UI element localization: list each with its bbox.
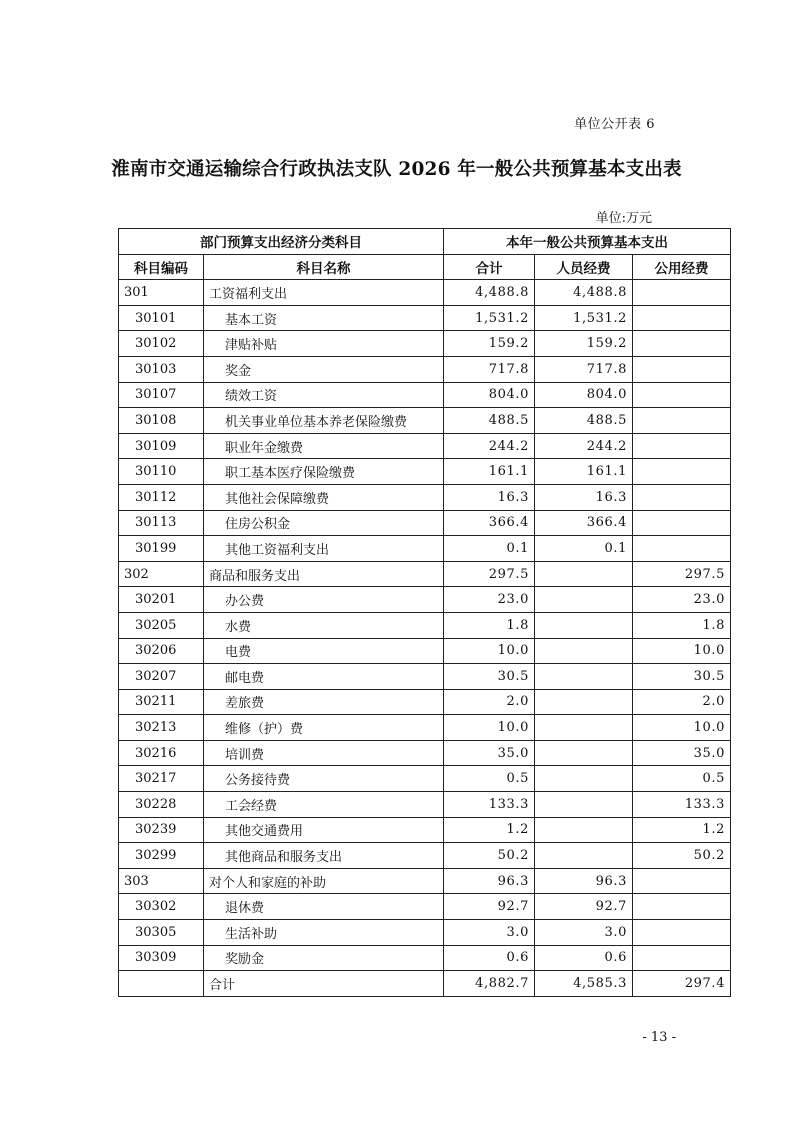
row-public bbox=[633, 382, 731, 408]
row-name: 津贴补贴 bbox=[204, 331, 444, 357]
row-public: 0.5 bbox=[633, 766, 731, 792]
total-label: 合计 bbox=[204, 971, 444, 997]
row-name: 机关事业单位基本养老保险缴费 bbox=[204, 408, 444, 434]
row-public: 1.2 bbox=[633, 817, 731, 843]
header-personnel: 人员经费 bbox=[535, 254, 633, 280]
total-total: 4,882.7 bbox=[444, 971, 535, 997]
row-code: 30112 bbox=[119, 484, 204, 510]
row-total: 1.8 bbox=[444, 612, 535, 638]
row-code: 30206 bbox=[119, 638, 204, 664]
table-row bbox=[119, 510, 731, 536]
row-public: 2.0 bbox=[633, 689, 731, 715]
row-total: 4,488.8 bbox=[444, 280, 535, 306]
row-total: 244.2 bbox=[444, 433, 535, 459]
row-code: 30216 bbox=[119, 740, 204, 766]
row-code: 30101 bbox=[119, 305, 204, 331]
page-number: - 13 - bbox=[642, 1030, 676, 1045]
row-name: 工资福利支出 bbox=[204, 280, 444, 306]
row-code: 30217 bbox=[119, 766, 204, 792]
row-name: 住房公积金 bbox=[204, 510, 444, 536]
row-personnel: 804.0 bbox=[535, 382, 633, 408]
row-total: 16.3 bbox=[444, 484, 535, 510]
row-name: 水费 bbox=[204, 612, 444, 638]
row-total: 366.4 bbox=[444, 510, 535, 536]
row-public bbox=[633, 484, 731, 510]
row-name: 其他工资福利支出 bbox=[204, 536, 444, 562]
row-code: 303 bbox=[119, 868, 204, 894]
row-personnel: 92.7 bbox=[535, 894, 633, 920]
row-public bbox=[633, 280, 731, 306]
row-public bbox=[633, 356, 731, 382]
row-total: 23.0 bbox=[444, 587, 535, 613]
table-row bbox=[119, 715, 731, 741]
row-code: 30207 bbox=[119, 664, 204, 690]
table-row bbox=[119, 612, 731, 638]
row-total: 92.7 bbox=[444, 894, 535, 920]
header-public: 公用经费 bbox=[633, 254, 731, 280]
row-name: 生活补助 bbox=[204, 920, 444, 946]
row-personnel bbox=[535, 664, 633, 690]
header-group-right: 本年一般公共预算基本支出 bbox=[444, 229, 731, 255]
row-public: 297.5 bbox=[633, 561, 731, 587]
total-personnel: 4,585.3 bbox=[535, 971, 633, 997]
row-total: 488.5 bbox=[444, 408, 535, 434]
row-personnel: 3.0 bbox=[535, 920, 633, 946]
row-public: 23.0 bbox=[633, 587, 731, 613]
row-public bbox=[633, 945, 731, 971]
row-public: 30.5 bbox=[633, 664, 731, 690]
row-total: 0.6 bbox=[444, 945, 535, 971]
table-row bbox=[119, 536, 731, 562]
row-name: 退休费 bbox=[204, 894, 444, 920]
row-total: 3.0 bbox=[444, 920, 535, 946]
row-name: 奖励金 bbox=[204, 945, 444, 971]
row-name: 公务接待费 bbox=[204, 766, 444, 792]
header-code: 科目编码 bbox=[119, 254, 204, 280]
row-name: 其他社会保障缴费 bbox=[204, 484, 444, 510]
row-personnel bbox=[535, 766, 633, 792]
row-personnel: 96.3 bbox=[535, 868, 633, 894]
row-code: 30108 bbox=[119, 408, 204, 434]
row-public bbox=[633, 536, 731, 562]
row-code: 30302 bbox=[119, 894, 204, 920]
table-row bbox=[119, 766, 731, 792]
table-row bbox=[119, 740, 731, 766]
header-group-left: 部门预算支出经济分类科目 bbox=[119, 229, 444, 255]
table-row bbox=[119, 920, 731, 946]
table-row bbox=[119, 408, 731, 434]
row-code: 301 bbox=[119, 280, 204, 306]
row-public: 35.0 bbox=[633, 740, 731, 766]
row-code: 30201 bbox=[119, 587, 204, 613]
row-total: 50.2 bbox=[444, 843, 535, 869]
row-name: 电费 bbox=[204, 638, 444, 664]
budget-table bbox=[118, 228, 731, 997]
table-row bbox=[119, 945, 731, 971]
row-code: 30103 bbox=[119, 356, 204, 382]
row-personnel: 159.2 bbox=[535, 331, 633, 357]
row-public bbox=[633, 305, 731, 331]
unit-label: 单位:万元 bbox=[595, 211, 652, 226]
row-code: 30239 bbox=[119, 817, 204, 843]
row-total: 0.1 bbox=[444, 536, 535, 562]
table-row bbox=[119, 433, 731, 459]
row-personnel: 244.2 bbox=[535, 433, 633, 459]
row-code: 30309 bbox=[119, 945, 204, 971]
row-personnel: 1,531.2 bbox=[535, 305, 633, 331]
total-row bbox=[119, 971, 731, 997]
row-name: 差旅费 bbox=[204, 689, 444, 715]
table-row bbox=[119, 817, 731, 843]
table-row bbox=[119, 459, 731, 485]
row-name: 工会经费 bbox=[204, 792, 444, 818]
row-code: 30299 bbox=[119, 843, 204, 869]
row-total: 133.3 bbox=[444, 792, 535, 818]
row-code: 30109 bbox=[119, 433, 204, 459]
row-total: 0.5 bbox=[444, 766, 535, 792]
row-public: 1.8 bbox=[633, 612, 731, 638]
row-name: 绩效工资 bbox=[204, 382, 444, 408]
row-total: 1,531.2 bbox=[444, 305, 535, 331]
row-public bbox=[633, 510, 731, 536]
row-code: 30110 bbox=[119, 459, 204, 485]
row-total: 10.0 bbox=[444, 638, 535, 664]
row-name: 商品和服务支出 bbox=[204, 561, 444, 587]
table-row bbox=[119, 356, 731, 382]
table-row bbox=[119, 843, 731, 869]
row-name: 培训费 bbox=[204, 740, 444, 766]
row-personnel bbox=[535, 612, 633, 638]
row-personnel bbox=[535, 817, 633, 843]
table-row bbox=[119, 868, 731, 894]
row-code: 30213 bbox=[119, 715, 204, 741]
row-name: 职业年金缴费 bbox=[204, 433, 444, 459]
row-personnel bbox=[535, 561, 633, 587]
row-public: 10.0 bbox=[633, 715, 731, 741]
document-reference: 单位公开表 6 bbox=[574, 117, 655, 132]
row-personnel: 4,488.8 bbox=[535, 280, 633, 306]
row-name: 办公费 bbox=[204, 587, 444, 613]
table-row bbox=[119, 638, 731, 664]
row-personnel bbox=[535, 689, 633, 715]
table-row bbox=[119, 305, 731, 331]
row-total: 35.0 bbox=[444, 740, 535, 766]
header-group-row bbox=[119, 229, 731, 255]
page-title: 淮南市交通运输综合行政执法支队 2026 年一般公共预算基本支出表 bbox=[111, 159, 682, 180]
row-code: 302 bbox=[119, 561, 204, 587]
table-row bbox=[119, 382, 731, 408]
header-total: 合计 bbox=[444, 254, 535, 280]
table-row bbox=[119, 792, 731, 818]
row-total: 717.8 bbox=[444, 356, 535, 382]
row-code: 30205 bbox=[119, 612, 204, 638]
row-code: 30107 bbox=[119, 382, 204, 408]
table-row bbox=[119, 561, 731, 587]
row-name: 其他商品和服务支出 bbox=[204, 843, 444, 869]
table-row bbox=[119, 689, 731, 715]
row-public: 10.0 bbox=[633, 638, 731, 664]
table-body bbox=[119, 280, 731, 971]
row-total: 10.0 bbox=[444, 715, 535, 741]
row-public bbox=[633, 433, 731, 459]
row-name: 职工基本医疗保险缴费 bbox=[204, 459, 444, 485]
table-row bbox=[119, 894, 731, 920]
row-personnel: 16.3 bbox=[535, 484, 633, 510]
row-name: 其他交通费用 bbox=[204, 817, 444, 843]
total-public: 297.4 bbox=[633, 971, 731, 997]
row-name: 奖金 bbox=[204, 356, 444, 382]
row-public bbox=[633, 920, 731, 946]
row-public bbox=[633, 868, 731, 894]
row-code: 30102 bbox=[119, 331, 204, 357]
row-total: 297.5 bbox=[444, 561, 535, 587]
row-public bbox=[633, 459, 731, 485]
row-code: 30199 bbox=[119, 536, 204, 562]
table-row bbox=[119, 664, 731, 690]
row-personnel bbox=[535, 587, 633, 613]
row-total: 2.0 bbox=[444, 689, 535, 715]
row-name: 对个人和家庭的补助 bbox=[204, 868, 444, 894]
row-name: 维修（护）费 bbox=[204, 715, 444, 741]
row-total: 96.3 bbox=[444, 868, 535, 894]
total-code bbox=[119, 971, 204, 997]
table-row bbox=[119, 331, 731, 357]
row-personnel: 717.8 bbox=[535, 356, 633, 382]
row-public: 133.3 bbox=[633, 792, 731, 818]
table-row bbox=[119, 484, 731, 510]
row-personnel bbox=[535, 843, 633, 869]
row-personnel: 0.6 bbox=[535, 945, 633, 971]
table-row bbox=[119, 280, 731, 306]
header-name: 科目名称 bbox=[204, 254, 444, 280]
row-total: 804.0 bbox=[444, 382, 535, 408]
row-name: 基本工资 bbox=[204, 305, 444, 331]
row-personnel: 488.5 bbox=[535, 408, 633, 434]
row-name: 邮电费 bbox=[204, 664, 444, 690]
row-public bbox=[633, 894, 731, 920]
row-public: 50.2 bbox=[633, 843, 731, 869]
row-code: 30228 bbox=[119, 792, 204, 818]
row-personnel: 366.4 bbox=[535, 510, 633, 536]
row-personnel bbox=[535, 638, 633, 664]
row-personnel bbox=[535, 792, 633, 818]
row-code: 30211 bbox=[119, 689, 204, 715]
row-code: 30305 bbox=[119, 920, 204, 946]
row-total: 1.2 bbox=[444, 817, 535, 843]
row-code: 30113 bbox=[119, 510, 204, 536]
row-personnel bbox=[535, 715, 633, 741]
row-public bbox=[633, 331, 731, 357]
row-personnel: 161.1 bbox=[535, 459, 633, 485]
row-total: 30.5 bbox=[444, 664, 535, 690]
header-column-row bbox=[119, 254, 731, 280]
table-row bbox=[119, 587, 731, 613]
row-personnel bbox=[535, 740, 633, 766]
row-total: 159.2 bbox=[444, 331, 535, 357]
row-total: 161.1 bbox=[444, 459, 535, 485]
row-public bbox=[633, 408, 731, 434]
row-personnel: 0.1 bbox=[535, 536, 633, 562]
